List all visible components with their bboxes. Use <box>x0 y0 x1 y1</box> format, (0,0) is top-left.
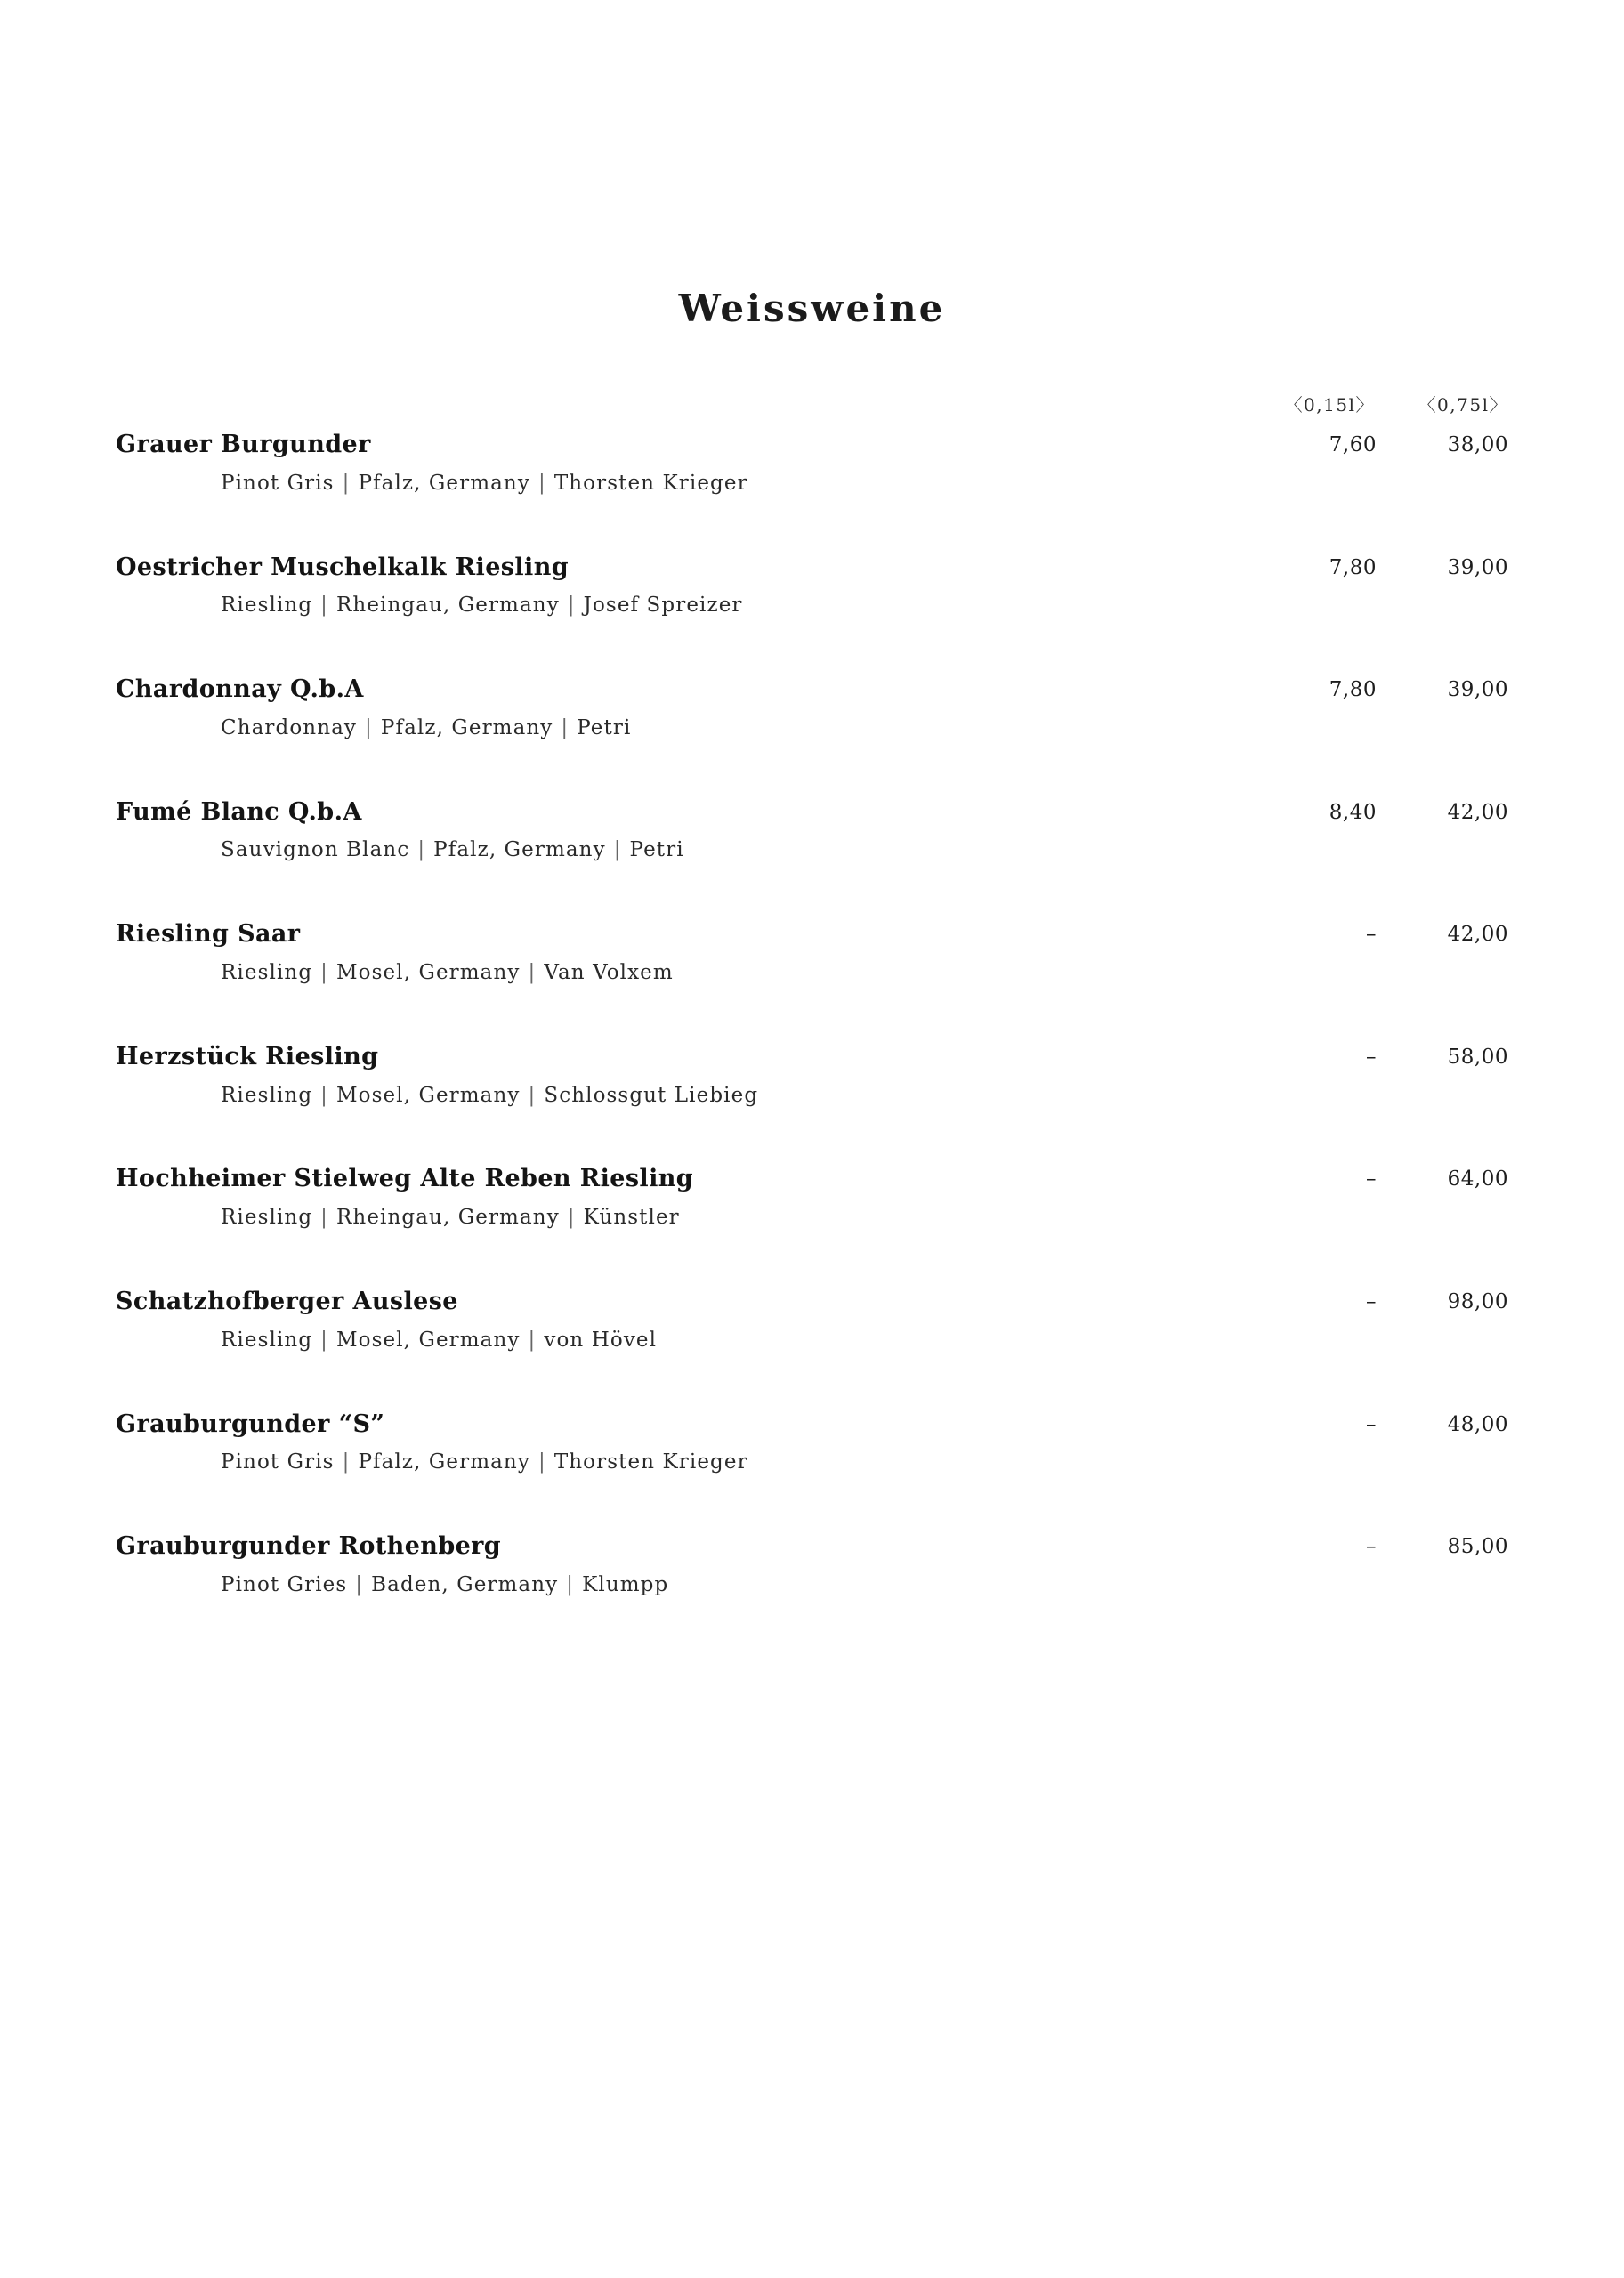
wine-producer: Thorsten Krieger <box>553 1450 748 1474</box>
wine-name: Chardonnay Q.b.A <box>116 675 364 704</box>
wine-list <box>116 432 1508 1599</box>
separator-icon: | <box>528 1328 537 1352</box>
wine-price-glass: 7,80 <box>1329 678 1377 702</box>
wine-region: Rheingau, Germany <box>336 594 560 618</box>
separator-icon: | <box>528 1083 537 1107</box>
wine-region: Mosel, Germany <box>336 1083 521 1107</box>
wine-name: Fumé Blanc Q.b.A <box>116 797 362 826</box>
separator-icon: | <box>365 715 373 739</box>
wine-producer: Künstler <box>583 1206 680 1230</box>
wine-price-glass: – <box>1366 1045 1377 1069</box>
wine-producer: Petri <box>629 838 684 862</box>
wine-producer: Petri <box>577 715 632 739</box>
wine-price-bottle: 42,00 <box>1447 923 1508 947</box>
wine-price-bottle: 39,00 <box>1447 678 1508 702</box>
wine-entry <box>116 1533 1508 1599</box>
wine-name: Grauer Burgunder <box>116 431 371 458</box>
wine-description <box>116 471 1508 497</box>
wine-grape: Pinot Gris <box>221 1450 335 1474</box>
separator-icon: | <box>417 838 426 862</box>
separator-icon: | <box>537 471 546 495</box>
wine-grape: Pinot Gris <box>221 471 335 495</box>
wine-entry-header <box>116 1044 1508 1070</box>
wine-description <box>116 1328 1508 1354</box>
wine-name: Schatzhofberger Auslese <box>116 1288 458 1316</box>
wine-entry-header <box>116 432 1508 458</box>
wine-grape: Riesling <box>221 1083 313 1107</box>
wine-description <box>116 1572 1508 1599</box>
wine-entry <box>116 799 1508 865</box>
wine-region: Pfalz, Germany <box>380 715 553 739</box>
wine-description <box>116 1450 1508 1476</box>
wine-region: Baden, Germany <box>371 1572 559 1596</box>
separator-icon: | <box>613 838 622 862</box>
wine-producer: Klumpp <box>582 1572 669 1596</box>
wine-producer: Josef Spreizer <box>583 594 743 618</box>
separator-icon: | <box>355 1572 364 1596</box>
wine-region: Rheingau, Germany <box>336 1206 560 1230</box>
wine-grape: Riesling <box>221 594 313 618</box>
wine-price-bottle: 48,00 <box>1447 1412 1508 1436</box>
wine-description <box>116 837 1508 864</box>
wine-description <box>116 1205 1508 1232</box>
wine-description <box>116 960 1508 987</box>
wine-price-bottle: 42,00 <box>1447 800 1508 824</box>
wine-price-glass: – <box>1366 1412 1377 1436</box>
wine-name: Herzstück Riesling <box>116 1042 379 1070</box>
wine-price-glass: 8,40 <box>1329 800 1377 824</box>
wine-entry-header <box>116 1288 1508 1315</box>
wine-entry <box>116 1288 1508 1354</box>
wine-name: Grauburgunder Rothenberg <box>116 1532 502 1561</box>
wine-price-bottle: 58,00 <box>1447 1045 1508 1069</box>
wine-price-glass: – <box>1366 1535 1377 1559</box>
separator-icon: | <box>342 471 351 495</box>
wine-price-glass: – <box>1366 1290 1377 1314</box>
wine-price-glass: – <box>1366 1167 1377 1192</box>
wine-entry <box>116 432 1508 497</box>
wine-name: Oestricher Muschelkalk Riesling <box>116 553 570 581</box>
page-title: Weissweine <box>678 287 946 330</box>
wine-region: Pfalz, Germany <box>358 1450 530 1474</box>
separator-icon: | <box>342 1450 351 1474</box>
wine-price-glass: 7,80 <box>1329 555 1377 579</box>
wine-grape: Riesling <box>221 1206 313 1230</box>
separator-icon: | <box>320 1206 328 1230</box>
wine-price-bottle: 64,00 <box>1447 1167 1508 1192</box>
separator-icon: | <box>567 594 576 618</box>
wine-entry <box>116 921 1508 987</box>
wine-price-glass: 7,60 <box>1329 433 1377 456</box>
separator-icon: | <box>528 961 537 984</box>
wine-grape: Pinot Gries <box>221 1572 348 1596</box>
wine-entry-header <box>116 1533 1508 1560</box>
separator-icon: | <box>566 1572 575 1596</box>
wine-price-bottle: 85,00 <box>1447 1535 1508 1559</box>
wine-name: Grauburgunder “S” <box>116 1410 385 1438</box>
wine-description <box>116 715 1508 742</box>
wine-entry-header <box>116 676 1508 703</box>
wine-entry <box>116 554 1508 620</box>
wine-entry <box>116 1166 1508 1232</box>
separator-icon: | <box>320 1083 328 1107</box>
wine-producer: von Hövel <box>544 1328 658 1352</box>
wine-entry <box>116 1044 1508 1110</box>
wine-name: Riesling Saar <box>116 920 301 949</box>
wine-entry-header <box>116 1411 1508 1438</box>
wine-region: Pfalz, Germany <box>433 838 606 862</box>
wine-price-bottle: 98,00 <box>1447 1290 1508 1314</box>
wine-grape: Riesling <box>221 961 313 984</box>
wine-entry <box>116 1411 1508 1477</box>
wine-entry <box>116 676 1508 742</box>
wine-producer: Van Volxem <box>544 961 674 984</box>
wine-price-bottle: 38,00 <box>1447 433 1508 456</box>
bottle-size-header: 〈0,75l〉 <box>1418 394 1508 416</box>
separator-icon: | <box>320 1328 328 1352</box>
wine-grape: Sauvignon Blanc <box>221 838 410 862</box>
wine-entry-header <box>116 554 1508 581</box>
wine-price-bottle: 39,00 <box>1447 555 1508 579</box>
price-column-headers <box>116 391 1508 426</box>
separator-icon: | <box>320 594 328 618</box>
separator-icon: | <box>537 1450 546 1474</box>
wine-region: Pfalz, Germany <box>358 471 530 495</box>
wine-grape: Riesling <box>221 1328 313 1352</box>
wine-price-glass: – <box>1366 923 1377 947</box>
wine-entry-header <box>116 921 1508 948</box>
glass-size-header: 〈0,15l〉 <box>1284 394 1375 416</box>
wine-region: Mosel, Germany <box>336 1328 521 1352</box>
wine-name: Hochheimer Stielweg Alte Reben Riesling <box>116 1165 694 1193</box>
wine-producer: Schlossgut Liebieg <box>544 1083 759 1107</box>
wine-entry-header <box>116 799 1508 826</box>
wine-description <box>116 1083 1508 1110</box>
wine-grape: Chardonnay <box>221 715 358 739</box>
separator-icon: | <box>567 1206 576 1230</box>
wine-description <box>116 593 1508 619</box>
wine-entry-header <box>116 1166 1508 1192</box>
wine-region: Mosel, Germany <box>336 961 521 984</box>
wine-producer: Thorsten Krieger <box>553 471 748 495</box>
separator-icon: | <box>561 715 570 739</box>
separator-icon: | <box>320 961 328 984</box>
